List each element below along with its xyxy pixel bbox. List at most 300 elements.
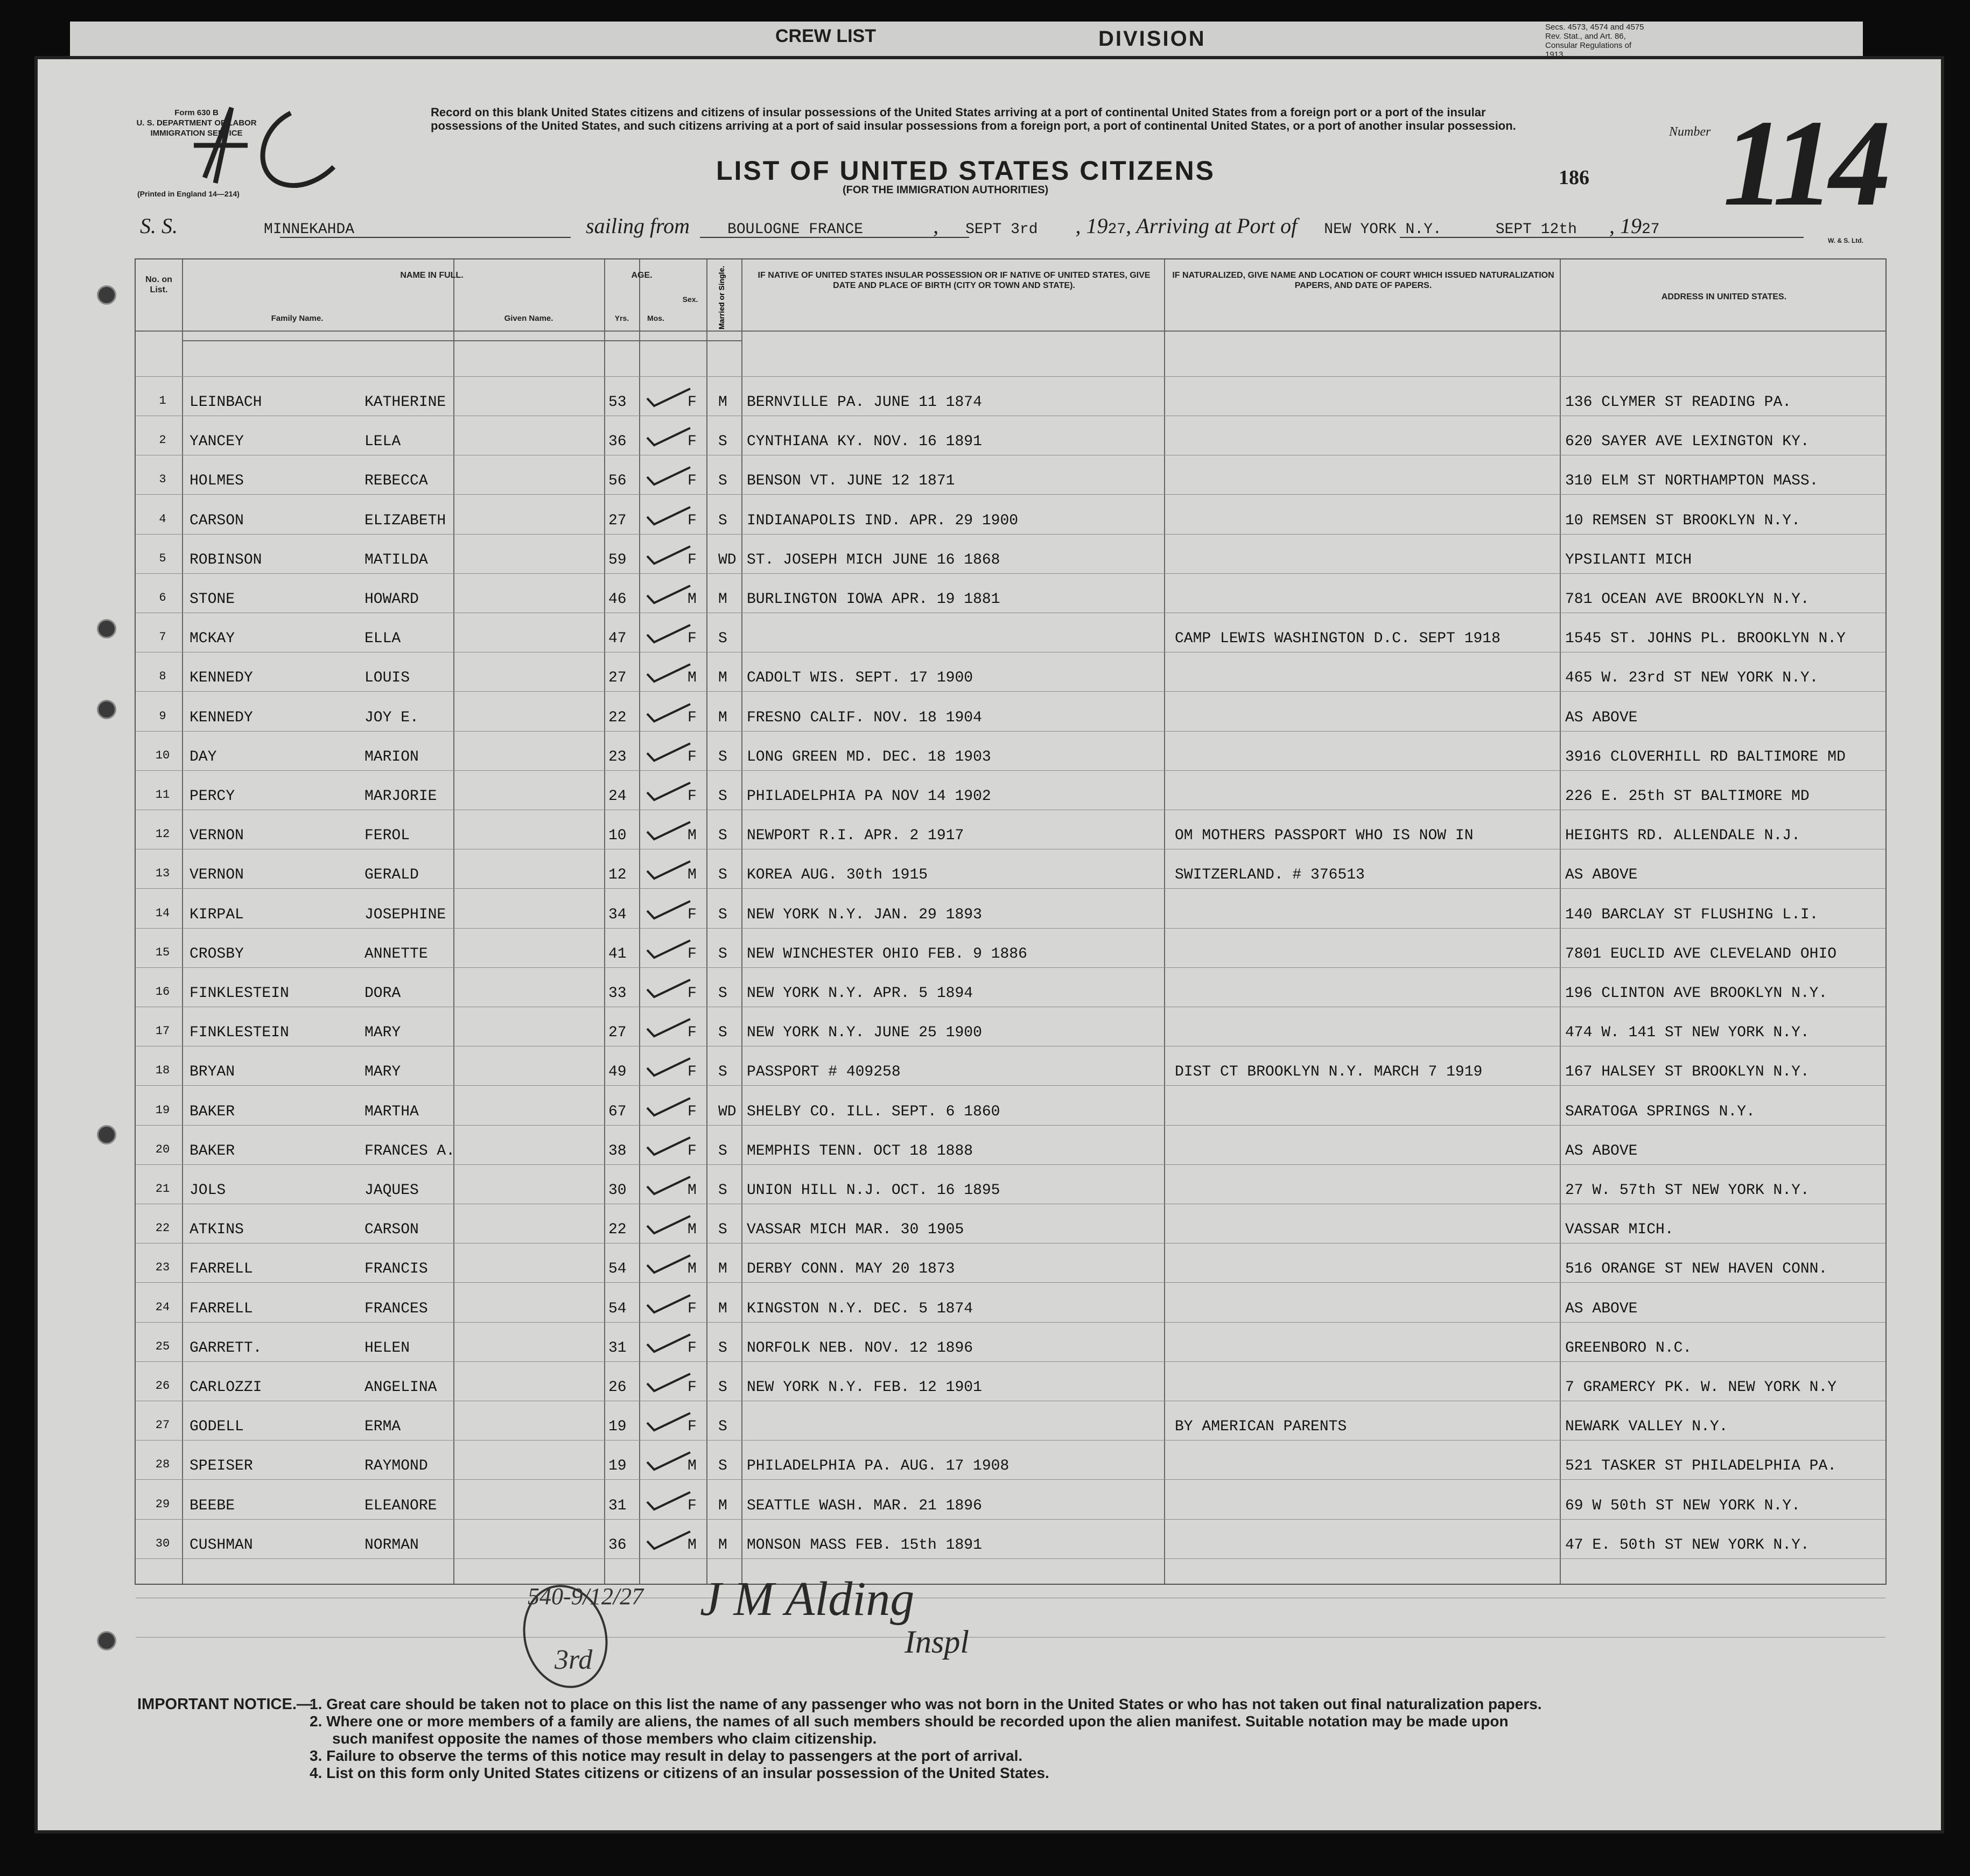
table-row: [136, 541, 1885, 580]
age-years: 41: [608, 945, 627, 962]
sex: M: [688, 867, 697, 884]
circle-note: 3rd: [555, 1645, 593, 1675]
table-row: [136, 896, 1885, 935]
marital-status: S: [718, 1458, 727, 1475]
table-row: [136, 1211, 1885, 1249]
table-row: [136, 1447, 1885, 1486]
family-name: LEINBACH: [190, 394, 262, 411]
given-name: HELEN: [364, 1339, 410, 1357]
given-name: ELIZABETH: [364, 512, 446, 529]
check-mark: [644, 387, 693, 408]
table-row: [136, 1526, 1885, 1565]
sex: M: [688, 1458, 697, 1475]
tab-stamp: DIVISION: [1098, 27, 1206, 51]
binder-hole: [97, 700, 116, 719]
check-mark: [644, 899, 693, 921]
col-mos-header: Mos.: [647, 314, 664, 322]
family-name: BAKER: [190, 1103, 235, 1120]
age-years: 30: [608, 1182, 627, 1199]
birth-info: ST. JOSEPH MICH JUNE 16 1868: [747, 551, 1000, 568]
us-address: SARATOGA SPRINGS N.Y.: [1565, 1103, 1755, 1120]
from-port: BOULOGNE FRANCE: [727, 221, 864, 238]
check-mark: [644, 584, 693, 605]
us-address: AS ABOVE: [1565, 1142, 1638, 1160]
family-name: CARLOZZI: [190, 1379, 262, 1396]
table-row: [136, 1093, 1885, 1132]
ship-name: MINNEKAHDA: [264, 221, 355, 238]
given-name: FEROL: [364, 827, 410, 845]
notice-label: IMPORTANT NOTICE.—: [137, 1696, 312, 1713]
family-name: VERNON: [190, 867, 244, 884]
age-years: 49: [608, 1064, 627, 1081]
age-years: 53: [608, 394, 627, 411]
sex: F: [688, 630, 697, 648]
us-address: 465 W. 23rd ST NEW YORK N.Y.: [1565, 670, 1819, 687]
marital-status: S: [718, 1142, 727, 1160]
table-row: [136, 1368, 1885, 1407]
check-mark: [644, 1332, 693, 1354]
us-address: HEIGHTS RD. ALLENDALE N.J.: [1565, 827, 1800, 845]
arrival-year: 27: [1641, 221, 1660, 238]
check-mark: [644, 1135, 693, 1157]
us-address: 310 ELM ST NORTHAMPTON MASS.: [1565, 473, 1819, 490]
check-mark: [644, 1253, 693, 1275]
age-years: 56: [608, 473, 627, 490]
year-prefix: 19: [1086, 214, 1108, 238]
marital-status: S: [718, 867, 727, 884]
birth-info: NEW WINCHESTER OHIO FEB. 9 1886: [747, 945, 1027, 962]
us-address: 521 TASKER ST PHILADELPHIA PA.: [1565, 1458, 1837, 1475]
age-years: 22: [608, 709, 627, 726]
row-number: 7: [159, 630, 166, 644]
check-mark: [644, 544, 693, 566]
given-name: MARY: [364, 1064, 401, 1081]
service: IMMIGRATION SERVICE: [150, 129, 243, 138]
row-number: 26: [155, 1379, 170, 1393]
us-address: NEWARK VALLEY N.Y.: [1565, 1418, 1728, 1436]
sex: F: [688, 709, 697, 726]
given-name: KATHERINE: [364, 394, 446, 411]
birth-info: PASSPORT # 409258: [747, 1064, 901, 1081]
marital-status: M: [718, 1300, 727, 1317]
us-address: 196 CLINTON AVE BROOKLYN N.Y.: [1565, 985, 1828, 1002]
given-name: ELEANORE: [364, 1497, 437, 1514]
given-name: DORA: [364, 985, 401, 1002]
list-number: 114: [1723, 94, 1886, 231]
family-name: VERNON: [190, 827, 244, 845]
binder-hole: [97, 1125, 116, 1144]
age-years: 38: [608, 1142, 627, 1160]
row-number: 11: [155, 788, 170, 802]
us-address: 140 BARCLAY ST FLUSHING L.I.: [1565, 906, 1819, 923]
birth-info: KOREA AUG. 30th 1915: [747, 867, 928, 884]
notice-item-1: 1. Great care should be taken not to place on this list the name of any passenger who was not born in the United States or who has not taken out final naturalization papers.: [310, 1696, 1542, 1712]
sex: F: [688, 906, 697, 923]
signature-name: J M Alding: [700, 1572, 915, 1626]
check-mark: [644, 426, 693, 447]
sail-date: SEPT 3rd: [965, 221, 1038, 238]
age-years: 19: [608, 1458, 627, 1475]
birth-info: FRESNO CALIF. NOV. 18 1904: [747, 709, 982, 726]
sail-year: 27: [1107, 221, 1126, 238]
marital-status: M: [718, 1261, 727, 1278]
tab-title: CREW LIST: [775, 26, 876, 46]
check-mark: [644, 505, 693, 526]
col-name-header: NAME IN FULL.: [400, 271, 464, 280]
birth-info: NEW YORK N.Y. APR. 5 1894: [747, 985, 973, 1002]
birth-info: CYNTHIANA KY. NOV. 16 1891: [747, 433, 982, 451]
given-name: CARSON: [364, 1221, 419, 1239]
marital-status: S: [718, 1379, 727, 1396]
birth-info: NEW YORK N.Y. FEB. 12 1901: [747, 1379, 982, 1396]
check-mark: [644, 1529, 693, 1551]
table-row: [136, 423, 1885, 461]
form-number: Form 630 B: [174, 108, 219, 117]
sex: M: [688, 1221, 697, 1239]
marital-status: WD: [718, 1103, 737, 1120]
naturalization-info: OM MOTHERS PASSPORT WHO IS NOW IN: [1175, 827, 1474, 845]
sex: F: [688, 1142, 697, 1160]
inspector-signature: [517, 1572, 1055, 1696]
sailing-label: sailing from: [586, 214, 690, 238]
table-row: [136, 856, 1885, 895]
us-address: 781 OCEAN AVE BROOKLYN N.Y.: [1565, 591, 1810, 608]
arrival-port: NEW YORK N.Y.: [1324, 221, 1442, 238]
notice-items: [310, 1696, 1898, 1782]
sex: M: [688, 1536, 697, 1554]
row-number: 5: [159, 551, 166, 565]
marital-status: S: [718, 985, 727, 1002]
row-number: 23: [155, 1261, 170, 1275]
table-row: [136, 1250, 1885, 1289]
date-note: 540-9/12/27: [528, 1583, 644, 1610]
row-number: 24: [155, 1300, 170, 1314]
sex: F: [688, 512, 697, 529]
naturalization-info: BY AMERICAN PARENTS: [1175, 1418, 1347, 1436]
age-years: 27: [608, 670, 627, 687]
row-number: 25: [155, 1339, 170, 1353]
sex: F: [688, 394, 697, 411]
arriving-label: Arriving at Port of: [1136, 214, 1298, 238]
row-number: 14: [155, 906, 170, 920]
sex: F: [688, 788, 697, 805]
family-name: BRYAN: [190, 1064, 235, 1081]
given-name: FRANCES: [364, 1300, 428, 1317]
table-row: [136, 1053, 1885, 1092]
age-years: 27: [608, 1024, 627, 1042]
family-name: CROSBY: [190, 945, 244, 962]
col-yrs-header: Yrs.: [614, 314, 629, 322]
row-number: 8: [159, 670, 166, 684]
marital-status: S: [718, 906, 727, 923]
sex: F: [688, 1418, 697, 1436]
check-mark: [644, 1372, 693, 1393]
us-address: 69 W 50th ST NEW YORK N.Y.: [1565, 1497, 1800, 1514]
marital-status: S: [718, 827, 727, 845]
family-name: FINKLESTEIN: [190, 985, 289, 1002]
row-number: 1: [159, 394, 166, 407]
given-name: LOUIS: [364, 670, 410, 687]
age-years: 33: [608, 985, 627, 1002]
given-name: RAYMOND: [364, 1458, 428, 1475]
citizens-table: [135, 258, 1887, 1585]
given-name: GERALD: [364, 867, 419, 884]
given-name: HOWARD: [364, 591, 419, 608]
sex: F: [688, 1497, 697, 1514]
row-number: 18: [155, 1064, 170, 1078]
marital-status: S: [718, 1418, 727, 1436]
family-name: KIRPAL: [190, 906, 244, 923]
row-number: 21: [155, 1182, 170, 1196]
arrival-underline: [1400, 237, 1804, 238]
family-name: DAY: [190, 748, 217, 765]
handwritten-mark: [183, 97, 345, 205]
sex: F: [688, 1024, 697, 1042]
given-name: FRANCES A.: [364, 1142, 455, 1160]
us-address: 47 E. 50th ST NEW YORK N.Y.: [1565, 1536, 1810, 1554]
check-mark: [644, 1490, 693, 1512]
sex: F: [688, 1064, 697, 1081]
birth-info: NEW YORK N.Y. JUNE 25 1900: [747, 1024, 982, 1042]
marital-status: M: [718, 670, 727, 687]
sex: F: [688, 1300, 697, 1317]
year-prefix-2: 19: [1620, 214, 1642, 238]
table-row: [136, 1014, 1885, 1052]
age-years: 23: [608, 748, 627, 765]
table-row: [136, 502, 1885, 540]
family-name: KENNEDY: [190, 670, 253, 687]
us-address: 516 ORANGE ST NEW HAVEN CONN.: [1565, 1261, 1828, 1278]
given-name: ANGELINA: [364, 1379, 437, 1396]
marital-status: S: [718, 1339, 727, 1357]
row-number: 19: [155, 1103, 170, 1117]
marital-status: S: [718, 1221, 727, 1239]
age-years: 47: [608, 630, 627, 648]
age-years: 54: [608, 1300, 627, 1317]
given-name: MARJORIE: [364, 788, 437, 805]
given-name: REBECCA: [364, 473, 428, 490]
given-name: NORMAN: [364, 1536, 419, 1554]
col-given-header: Given Name.: [504, 314, 553, 323]
age-years: 26: [608, 1379, 627, 1396]
marital-status: S: [718, 630, 727, 648]
col-married-header: Married or Single.: [717, 265, 726, 329]
row-number: 15: [155, 945, 170, 959]
birth-info: PHILADELPHIA PA. AUG. 17 1908: [747, 1458, 1009, 1475]
tab-sections: Secs. 4573, 4574 and 4575 Rev. Stat., and Art. 86, Consular Regulations of 1913: [1545, 23, 1644, 59]
row-number: 27: [155, 1418, 170, 1432]
check-mark: [644, 781, 693, 802]
table-row: [136, 1132, 1885, 1171]
number-label: Number: [1669, 125, 1711, 139]
check-mark: [644, 1096, 693, 1118]
naturalization-info: CAMP LEWIS WASHINGTON D.C. SEPT 1918: [1175, 630, 1501, 648]
table-row: [136, 620, 1885, 658]
us-address: AS ABOVE: [1565, 867, 1638, 884]
us-address: AS ABOVE: [1565, 1300, 1638, 1317]
given-name: LELA: [364, 433, 401, 451]
sex: F: [688, 1379, 697, 1396]
age-years: 59: [608, 551, 627, 568]
birth-info: DERBY CONN. MAY 20 1873: [747, 1261, 955, 1278]
table-row: [136, 817, 1885, 855]
check-mark: [644, 1056, 693, 1078]
marital-status: S: [718, 748, 727, 765]
table-row: [136, 777, 1885, 816]
row-number: 6: [159, 591, 166, 605]
age-years: 36: [608, 433, 627, 451]
us-address: 226 E. 25th ST BALTIMORE MD: [1565, 788, 1810, 805]
check-mark: [644, 1293, 693, 1315]
marital-status: M: [718, 1497, 727, 1514]
birth-info: NORFOLK NEB. NOV. 12 1896: [747, 1339, 973, 1357]
table-row: [136, 974, 1885, 1013]
notice-item-2-cont: such manifest opposite the names of those members who claim citizenship.: [332, 1730, 877, 1747]
us-address: 7 GRAMERCY PK. W. NEW YORK N.Y: [1565, 1379, 1837, 1396]
birth-info: BENSON VT. JUNE 12 1871: [747, 473, 955, 490]
table-row: [136, 1487, 1885, 1526]
col-family-header: Family Name.: [271, 314, 324, 323]
check-mark: [644, 1175, 693, 1196]
row-number: 16: [155, 985, 170, 999]
age-years: 10: [608, 827, 627, 845]
given-name: MARY: [364, 1024, 401, 1042]
table-row: [136, 1408, 1885, 1446]
marital-status: S: [718, 473, 727, 490]
check-mark: [644, 623, 693, 644]
birth-info: NEW YORK N.Y. JAN. 29 1893: [747, 906, 982, 923]
table-row: [136, 1171, 1885, 1210]
check-mark: [644, 741, 693, 763]
us-address: 3916 CLOVERHILL RD BALTIMORE MD: [1565, 748, 1846, 765]
us-address: 1545 ST. JOHNS PL. BROOKLYN N.Y: [1565, 630, 1846, 648]
row-number: 28: [155, 1458, 170, 1472]
us-address: 620 SAYER AVE LEXINGTON KY.: [1565, 433, 1810, 451]
family-name: FINKLESTEIN: [190, 1024, 289, 1042]
col-birth-header: IF NATIVE OF UNITED STATES INSULAR POSSESSION OR IF NATIVE OF UNITED STATES, GIVE DATE AND PLACE OF BIRTH (CITY OR TOWN AND STATE).: [758, 271, 1151, 290]
family-name: ATKINS: [190, 1221, 244, 1239]
age-years: 31: [608, 1497, 627, 1514]
arrival-date: SEPT 12th: [1495, 221, 1577, 238]
family-name: MCKAY: [190, 630, 235, 648]
us-address: GREENBORO N.C.: [1565, 1339, 1692, 1357]
given-name: JOSEPHINE: [364, 906, 446, 923]
marital-status: S: [718, 1024, 727, 1042]
table-row: [136, 659, 1885, 698]
birth-info: KINGSTON N.Y. DEC. 5 1874: [747, 1300, 973, 1317]
row-number: 29: [155, 1497, 170, 1511]
table-row: [136, 738, 1885, 777]
marital-status: S: [718, 945, 727, 962]
age-years: 27: [608, 512, 627, 529]
check-mark: [644, 859, 693, 881]
marital-status: M: [718, 394, 727, 411]
marital-status: S: [718, 1064, 727, 1081]
notice-item-3: 3. Failure to observe the terms of this notice may result in delay to passengers at the port of arrival.: [310, 1747, 1023, 1764]
birth-info: INDIANAPOLIS IND. APR. 29 1900: [747, 512, 1019, 529]
printed-note: (Printed in England 14—214): [137, 189, 240, 198]
us-address: 27 W. 57th ST NEW YORK N.Y.: [1565, 1182, 1810, 1199]
age-years: 34: [608, 906, 627, 923]
birth-info: PHILADELPHIA PA NOV 14 1902: [747, 788, 991, 805]
family-name: FARRELL: [190, 1261, 253, 1278]
birth-info: NEWPORT R.I. APR. 2 1917: [747, 827, 964, 845]
given-name: JAQUES: [364, 1182, 419, 1199]
col-sex-header: Sex.: [682, 295, 698, 304]
page-subtitle: (FOR THE IMMIGRATION AUTHORITIES): [843, 184, 1049, 196]
table-row: [136, 699, 1885, 737]
row-number: 22: [155, 1221, 170, 1235]
family-name: CUSHMAN: [190, 1536, 253, 1554]
sex: M: [688, 670, 697, 687]
check-mark: [644, 465, 693, 487]
family-name: GARRETT.: [190, 1339, 262, 1357]
family-name: KENNEDY: [190, 709, 253, 726]
birth-info: SEATTLE WASH. MAR. 21 1896: [747, 1497, 982, 1514]
check-mark: [644, 820, 693, 841]
given-name: JOY E.: [364, 709, 419, 726]
given-name: ELLA: [364, 630, 401, 648]
voyage-line: S. S. MINNEKAHDA sailing from BOULOGNE FRANCE , SEPT 3rd , 1927, Arriving at Port of NEW YORK N.Y. SEPT 12th , 1927: [140, 214, 1660, 238]
binder-hole: [97, 285, 116, 305]
marital-status: S: [718, 512, 727, 529]
given-name: MARTHA: [364, 1103, 419, 1120]
notice-item-4: 4. List on this form only United States citizens or citizens of an insular possession of the United States.: [310, 1765, 1049, 1781]
age-years: 31: [608, 1339, 627, 1357]
row-number: 13: [155, 867, 170, 881]
birth-info: LONG GREEN MD. DEC. 18 1903: [747, 748, 991, 765]
row-number: 12: [155, 827, 170, 841]
sex: F: [688, 985, 697, 1002]
family-name: SPEISER: [190, 1458, 253, 1475]
page-title: LIST OF UNITED STATES CITIZENS: [716, 156, 1216, 186]
birth-info: VASSAR MICH MAR. 30 1905: [747, 1221, 964, 1239]
sex: M: [688, 827, 697, 845]
age-years: 22: [608, 1221, 627, 1239]
table-row: [136, 462, 1885, 501]
sex: F: [688, 1103, 697, 1120]
marital-status: S: [718, 1182, 727, 1199]
family-name: GODELL: [190, 1418, 244, 1436]
table-row: [136, 1329, 1885, 1368]
check-mark: [644, 1017, 693, 1038]
row-number: 2: [159, 433, 166, 447]
birth-info: CADOLT WIS. SEPT. 17 1900: [747, 670, 973, 687]
col-address-header: ADDRESS IN UNITED STATES.: [1661, 292, 1787, 301]
marital-status: M: [718, 709, 727, 726]
given-name: FRANCIS: [364, 1261, 428, 1278]
sex: F: [688, 748, 697, 765]
col-age-header: AGE.: [631, 271, 653, 280]
department: U. S. DEPARTMENT OF LABOR: [136, 118, 257, 128]
table-row: [136, 1290, 1885, 1329]
us-address: 136 CLYMER ST READING PA.: [1565, 394, 1792, 411]
check-mark: [644, 1214, 693, 1235]
row-number: 3: [159, 473, 166, 487]
family-name: BEEBE: [190, 1497, 235, 1514]
row-number: 9: [159, 709, 166, 723]
birth-info: MEMPHIS TENN. OCT 18 1888: [747, 1142, 973, 1160]
table-row: [136, 935, 1885, 974]
publisher-mark: W. & S. Ltd.: [1828, 237, 1863, 244]
marital-status: S: [718, 433, 727, 451]
us-address: 167 HALSEY ST BROOKLYN N.Y.: [1565, 1064, 1810, 1081]
age-years: 36: [608, 1536, 627, 1554]
table-row: [136, 580, 1885, 619]
family-name: ROBINSON: [190, 551, 262, 568]
table-row: [136, 383, 1885, 422]
birth-info: SHELBY CO. ILL. SEPT. 6 1860: [747, 1103, 1000, 1120]
